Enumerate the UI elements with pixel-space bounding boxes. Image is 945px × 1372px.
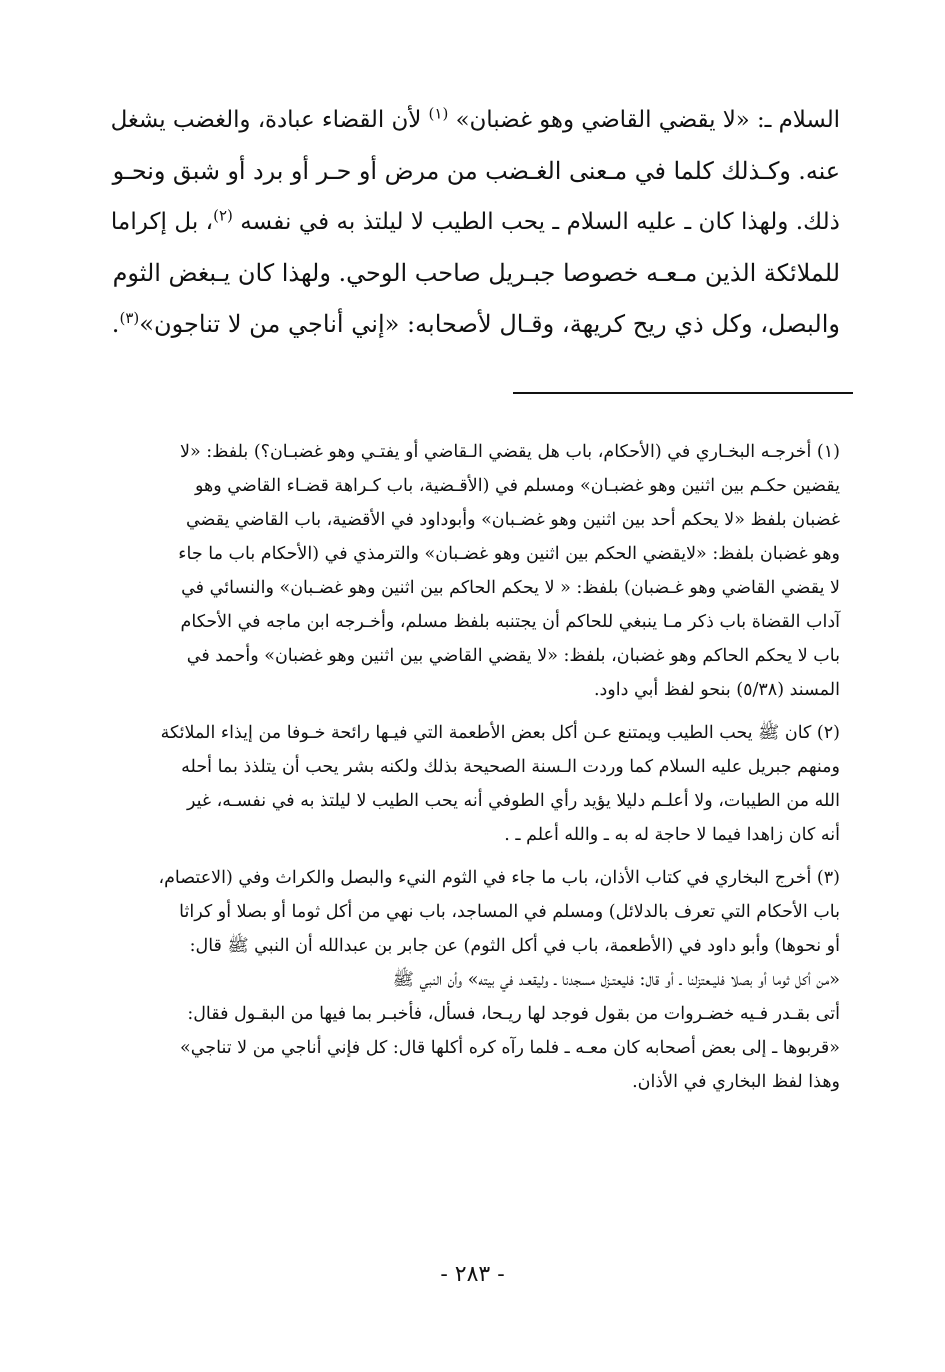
body-line: السلام ـ: «لا يقضي القاضي وهو غضبان» $^{(١)}$ لأن القضاء عبادة، والغضب يشغل	[110, 104, 840, 133]
page-number: - ٢٨٣ -	[440, 1262, 505, 1287]
footnote-line: (٢) كان ﷺ يحب الطيب ويمتنع عـن أكل بعض الأطعمة التي فيـها رائحة خـوفا من إيذاء الملائكة	[160, 723, 840, 743]
footnote-line: أنه كان زاهدا فيما لا حاجة له به ـ والله أعلم ـ .	[504, 825, 840, 845]
footnote-1	[105, 435, 840, 707]
body-line: ذلك. ولهذا كان ـ عليه السلام ـ يحب الطيب لا ليلتذ به في نفسه $^{(٢)}$، بل إكراما	[110, 206, 840, 235]
footnote-line: أو نحوها) وأبو داود في (الأطعمة، باب في أكل الثوم) عن جابر بن عبدالله أن النبي ﷺ قال:	[189, 936, 840, 956]
footnote-line: «قربوها ـ إلى بعض أصحابه كان معـه ـ فلما رآه كره أكلها قال: كل فإني أناجي من لا تناجي»	[180, 1038, 840, 1058]
footnote-line: وهذا لفظ البخاري في الأذان.	[632, 1072, 840, 1092]
footnote-line: وهو غضبان بلفظ: «لايقضي الحكم بين اثنين وهو غضـبان» والترمذي في (الأحكام باب ما جاء	[178, 544, 840, 564]
footnote-line: آداب القضاة باب ذكر مـا ينبغي للحاكم أن يجتنبه بلفظ مسلم، وأخـرجه ابن ماجه في الأحكام	[180, 612, 840, 632]
footnote-line: الله من الطيبات، ولا أعلـم دليلا يؤيد رأي الطوفي أنه يحب الطيب لا ليلتذ به في نفسـه، غير	[187, 791, 840, 811]
body-line: عنه. وكـذلك كلما في مـعنى الغـضب من مرض أو حـر أو برد أو شبق ونحـو	[112, 157, 840, 185]
footnote-line: لا يقضي القاضي وهو غـضبان) بلفظ: « لا يحكم الحاكم بين اثنين وهو غضـبان» والنسائي في	[181, 578, 840, 598]
footnote-ref-1: (١)	[428, 104, 449, 123]
body-line: للملائكة الذين مـعـه خصوصا جبـريل صاحب الوحي. ولهذا كان يـبغض الثوم	[112, 259, 840, 287]
footnote-line: ومنهم جبريل عليه السلام كما وردت الـسنة الصحيحة بذلك ولكنه بشر يحب أن يتلذذ بما أحله	[181, 757, 840, 777]
footnote-line: «من أكل ثوما أو بصلا فليـعتزلنا ـ أو قال: فليعتـزل مسجدنا ـ وليقعـد في بيته» وأن النبي ﷺ	[392, 970, 840, 990]
body-line: والبصل، وكل ذي ريح كريهة، وقـال لأصحابه: «إني أناجي من لا تناجون»$^{(٣)}$.	[111, 308, 840, 338]
main-body-text	[105, 95, 840, 350]
footnote-line: المسند (٥/٣٨) بنحو لفظ أبي داود.	[593, 680, 840, 700]
footnote-line: (١) أخرجـه البخـاري في (الأحكام، باب هل يقضي الـقاضي أو يفتـي وهو غضبـان؟) بلفظ: «لا	[180, 442, 840, 462]
footnote-line: غضبان بلفظ «لا يحكم أحد بين اثنين وهو غضـبان» وأبوداود في الأقضية، باب القاضي يقضي	[185, 510, 840, 530]
footnote-line: (٣) أخرج البخاري في كتاب الأذان، باب ما جاء في الثوم النيء والبصل والكراث وفي (الاعتصام،	[158, 868, 840, 888]
footnote-ref-3: (٣)	[119, 308, 140, 327]
footnote-line: أتى بقـدر فـيه خضـروات من بقول فوجد لها ريـحا، فسأل، فأخبـر بما فيها من البقـول فقال:	[187, 1004, 840, 1024]
footnote-divider	[513, 392, 853, 394]
footnote-line: يقضين حكـم بين اثنين وهو غضبـان» ومسلم في (الأقـضية، باب كـراهة قضـاء القاضي وهو	[194, 476, 840, 496]
footnote-ref-2: (٢)	[213, 206, 233, 225]
footnote-2	[105, 716, 840, 852]
footnote-3	[105, 861, 840, 1099]
footnote-line: باب الأحكام التي تعرف بالدلائل) ومسلم في المساجد، باب نهي من أكل ثوما أو بصلا أو كراثا	[179, 902, 840, 922]
footnote-line: باب لا يحكم الحاكم وهو غضبان، بلفظ: «لا يقضي القاضي بين اثنين وهو غضبان» وأحمد في	[186, 646, 840, 666]
footnotes-section	[105, 435, 840, 1108]
